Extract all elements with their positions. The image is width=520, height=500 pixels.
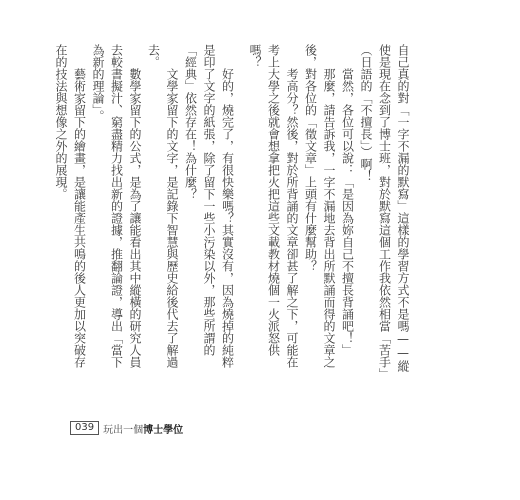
paragraph-7: 數學家留下的公式，是為了讓能看出其中縱橫的研究人員去較書擬汁、窮盡精力找出新的證據，推翻論證，導出「當下為新的理論」。: [91, 44, 142, 368]
page-number: 039: [70, 421, 99, 435]
running-title-prefix: 玩出一個: [103, 424, 144, 436]
paragraph-6: 文學家留下的文字，是記錄下智慧與歷史給後代去了解過去。: [146, 44, 179, 368]
paragraph-8: 藝術家留下的繪畫，是讓能產生共鳴的後人更加以突破存在的技法與想像之外的展現。: [54, 44, 87, 368]
paragraph-4: 考高分？然後，對於所背誦的文章卻甚了解之下，可能在考上大學之後就會想拿把火把這些文載教材燒個一火派怒供嗎？: [248, 44, 299, 368]
paragraph-3: 那麼，請告訴我，一字不漏地去背出所默誦而得的文章之後，對各位的「徵文章」上頭有什麼幫助？: [303, 44, 336, 368]
paragraph-5: 好的，燒完了，有很快樂嗎？其實沒有，因為燒掉的純粹是印了文字的紙張，除了留下一些小污染以外，那些所謂的「經典」依然存在！為什麼？: [183, 44, 235, 368]
body-text: [52, 44, 413, 374]
page-footer: [70, 421, 183, 435]
running-title: [103, 421, 183, 436]
paragraph-1: 自己真的對「一字不漏的默寫」這樣的學習方式不是嗎——縱使是現在念到了博士班，對於默寫這個工作我依然相當「苦手」（日語的「不擅長」）啊！: [359, 44, 410, 374]
running-title-strong: 博士學位: [143, 424, 184, 436]
paragraph-2: 當然，各位可以說：「是因為妳自己不擅長背誦吧！」: [340, 68, 355, 356]
